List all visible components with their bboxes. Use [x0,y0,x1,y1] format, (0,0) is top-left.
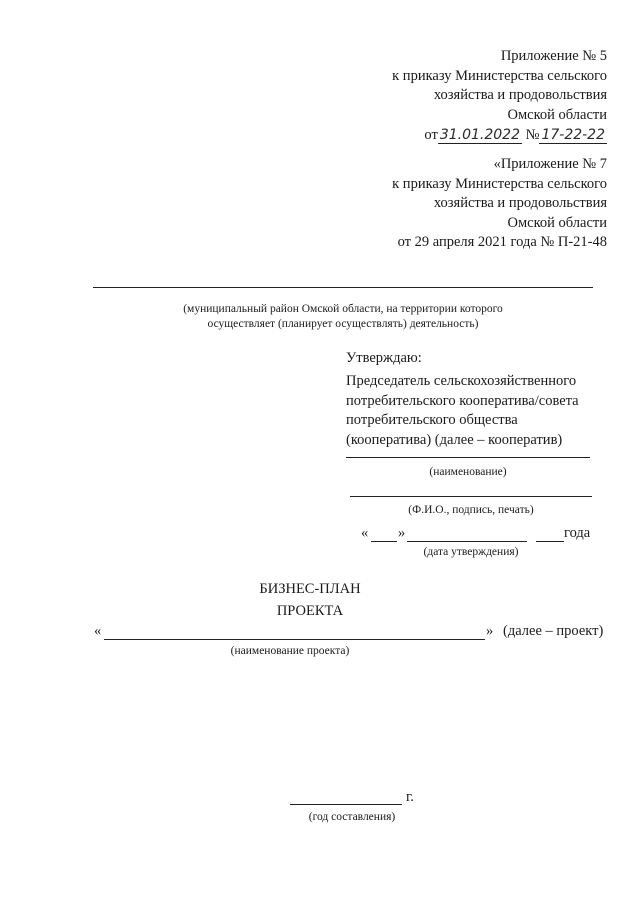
municipal-district-field-line [93,287,593,288]
appendix5-region-line: Омской области [507,106,607,123]
appendix5-order-line: к приказу Министерства сельского [392,67,607,84]
project-suffix: (далее – проект) [503,623,604,639]
project-name-field-line [104,639,485,640]
appendix7-title: «Приложение № 7 [493,156,607,172]
cooperative-name-field-line [346,457,590,458]
project-quote-close: » [486,623,494,639]
project-quote-open: « [94,623,102,639]
date-prefix: от [424,127,438,143]
municipal-caption-line2: осуществляет (планирует осуществлять) деятельность) [207,318,479,330]
approval-year-line [536,541,564,542]
project-name-caption: (наименование проекта) [230,645,350,657]
approval-month-line [407,541,527,542]
appendix7-region-line: Омской области [507,214,607,231]
date-caption: (дата утверждения) [423,546,519,558]
approval-line3: потребительского общества [346,412,518,428]
approval-quote-close: » [398,525,406,541]
approval-quote-open: « [361,525,369,541]
approval-line2: потребительского кооператива/совета [346,392,579,409]
year-caption: (год составления) [308,811,396,823]
appendix7-date-line: от 29 апреля 2021 года № П-21-48 [397,234,607,250]
business-plan-title: БИЗНЕС-ПЛАН [259,581,361,597]
approval-day-line [371,541,397,542]
appendix5-ministry-line: хозяйства и продовольствия [433,87,607,103]
year-suffix: г. [406,789,414,805]
approval-line4: (кооператива) (далее – кооператив) [346,431,563,448]
signature-caption: (Ф.И.О., подпись, печать) [408,504,534,516]
appendix5-date-line [287,126,607,146]
approval-position [346,372,616,450]
signature-field-line [350,496,592,497]
handwritten-number: 17-22-22 [541,127,605,143]
appendix7-block [267,155,607,253]
appendix5-title: Приложение № 5 [500,48,607,64]
year-field-line [290,804,402,805]
municipal-caption [93,302,593,332]
appendix7-ministry-line: хозяйства и продовольствия [433,195,607,211]
appendix5-block [287,47,607,146]
number-prefix: № [525,127,540,143]
approval-year-label: года [564,525,591,541]
approval-title: Утверждаю: [346,350,422,366]
approval-line1: Председатель сельскохозяйственного [346,373,577,389]
handwritten-date: 31.01.2022 [439,127,520,143]
appendix7-order-line: к приказу Министерства сельского [392,175,607,192]
business-plan-subtitle: ПРОЕКТА [276,603,344,619]
municipal-caption-line1: (муниципальный район Омской области, на территории которого [183,303,503,315]
name-caption: (наименование) [429,466,507,478]
